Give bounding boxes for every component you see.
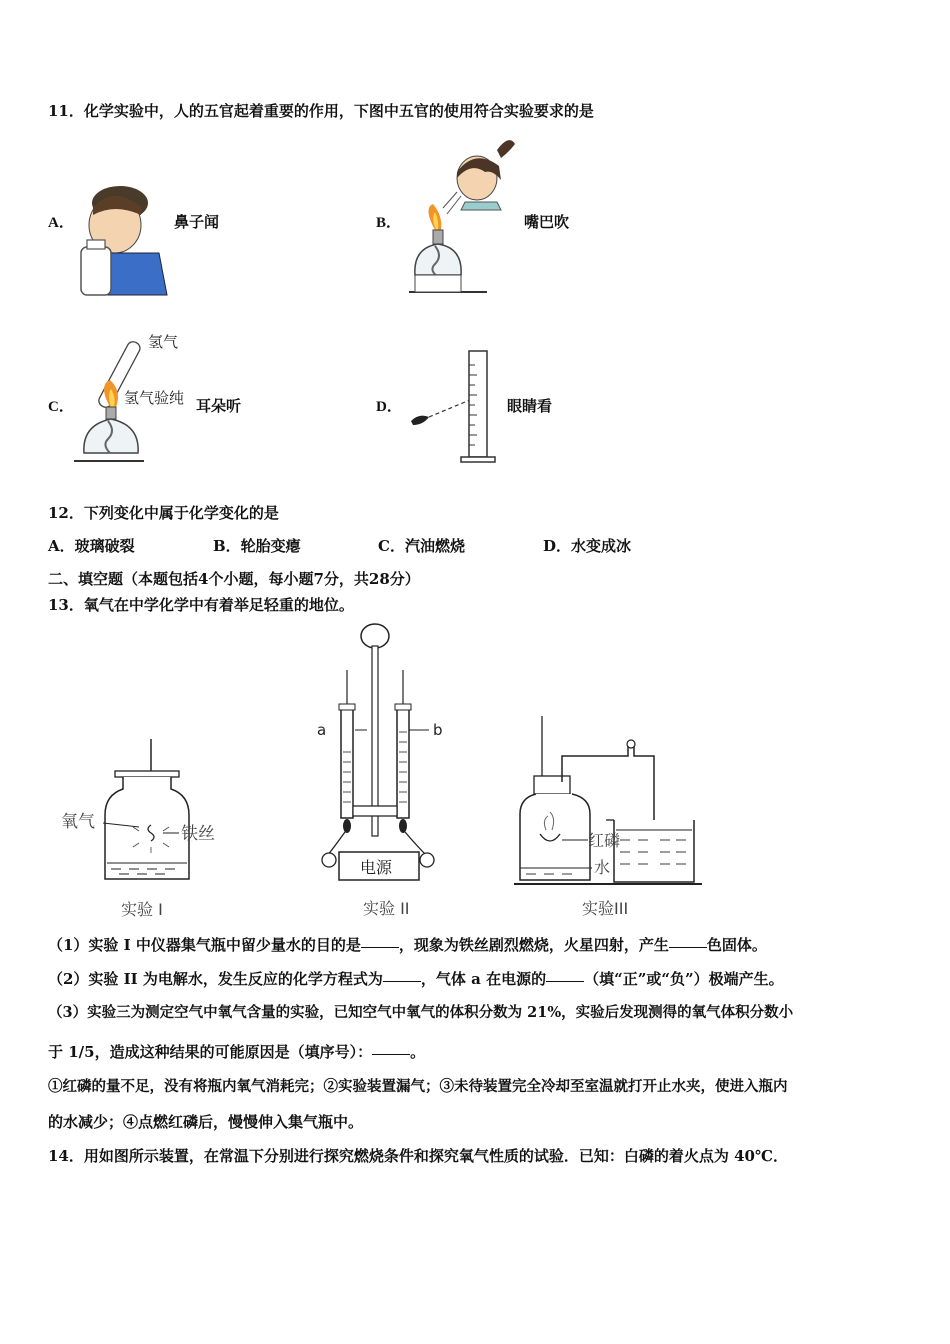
answer-blank[interactable] <box>361 946 399 948</box>
hydrogen-test-label: 氢气验纯 <box>124 389 185 407</box>
graduated-cylinder-figure <box>405 345 515 470</box>
exp3-phosphorus-label: 红磷 <box>588 831 621 850</box>
q12-option-c: C．汽油燃烧 <box>378 537 465 555</box>
hydrogen-test-figure <box>70 325 200 470</box>
exp2-b-label: b <box>433 721 443 739</box>
q12-option-a: A．玻璃破裂 <box>48 537 135 555</box>
answer-blank[interactable] <box>372 1053 410 1055</box>
q12-stem: 12．下列变化中属于化学变化的是 <box>48 504 279 522</box>
exp3-caption: 实验III <box>582 899 629 918</box>
exp2-caption: 实验 II <box>363 899 410 918</box>
q13-sub3-line2: 于 1/5，造成这种结果的可能原因是（填序号）： 。 <box>48 1043 426 1061</box>
answer-blank[interactable] <box>383 980 421 982</box>
q12-option-d: D．水变成冰 <box>543 537 632 555</box>
q13-sub2: （2）实验 II 为电解水，发生反应的化学方程式为 ，气体 a 在电源的 （填“正”或“负”）极端产生。 <box>48 970 784 988</box>
q11-option-d-caption: 眼睛看 <box>507 397 553 415</box>
girl-blowing-lamp-figure <box>405 130 525 300</box>
q11-option-c-letter: C． <box>48 399 74 415</box>
q13-sub3-line1: （3）实验三为测定空气中氧气含量的实验，已知空气中氧气的体积分数为 21%，实验后发现测得的氧气体积分数小 <box>48 1004 794 1021</box>
q11-option-c-caption: 耳朵听 <box>196 397 242 415</box>
q11-option-b-caption: 嘴巴吹 <box>524 213 570 231</box>
eye-icon <box>411 416 429 425</box>
boy-smelling-figure <box>75 185 175 300</box>
q13-stem: 13．氧气在中学化学中有着举足轻重的地位。 <box>48 596 354 614</box>
q11-stem: 11．化学实验中，人的五官起着重要的作用，下图中五官的使用符合实验要求的是 <box>48 102 594 120</box>
experiment-1-figure <box>55 735 235 920</box>
q13-reasons-line2: 的水减少；④点燃红磷后，慢慢伸入集气瓶中。 <box>48 1113 364 1131</box>
experiment-3-figure <box>510 712 710 922</box>
answer-blank[interactable] <box>546 980 584 982</box>
hydrogen-label: 氢气 <box>148 333 179 351</box>
q13-reasons-line1: ①红磷的量不足，没有将瓶内氧气消耗完；②实验装置漏气；③未待装置完全冷却至室温就打开止水夹，使进入瓶内 <box>48 1078 788 1095</box>
section-title: 二、填空题（本题包括4个小题，每小题7分，共28分） <box>48 570 420 588</box>
q14-stem: 14．用如图所示装置，在常温下分别进行探究燃烧条件和探究氧气性质的试验．已知：白磷的着火点为 40℃． <box>48 1147 788 1165</box>
exp2-power-label: 电源 <box>360 858 393 877</box>
q12-option-b: B．轮胎变瘪 <box>213 537 301 555</box>
q11-option-a-caption: 鼻子闻 <box>174 213 220 231</box>
exp1-wire-label: 铁丝 <box>181 824 215 844</box>
answer-blank[interactable] <box>669 946 707 948</box>
q11-option-a-letter: A． <box>48 215 74 231</box>
exp3-water-label: 水 <box>594 858 611 877</box>
experiment-2-figure <box>305 620 455 920</box>
q11-option-d-letter: D． <box>376 399 402 415</box>
exp1-oxygen-label: 氧气 <box>61 812 95 832</box>
q13-sub1: （1）实验 I 中仪器集气瓶中留少量水的目的是 ，现象为铁丝剧烈燃烧，火星四射，产生 色固体。 <box>48 936 767 954</box>
exp2-a-label: a <box>317 721 327 739</box>
q11-option-b-letter: B． <box>376 215 402 231</box>
exp1-caption: 实验 I <box>121 900 163 919</box>
